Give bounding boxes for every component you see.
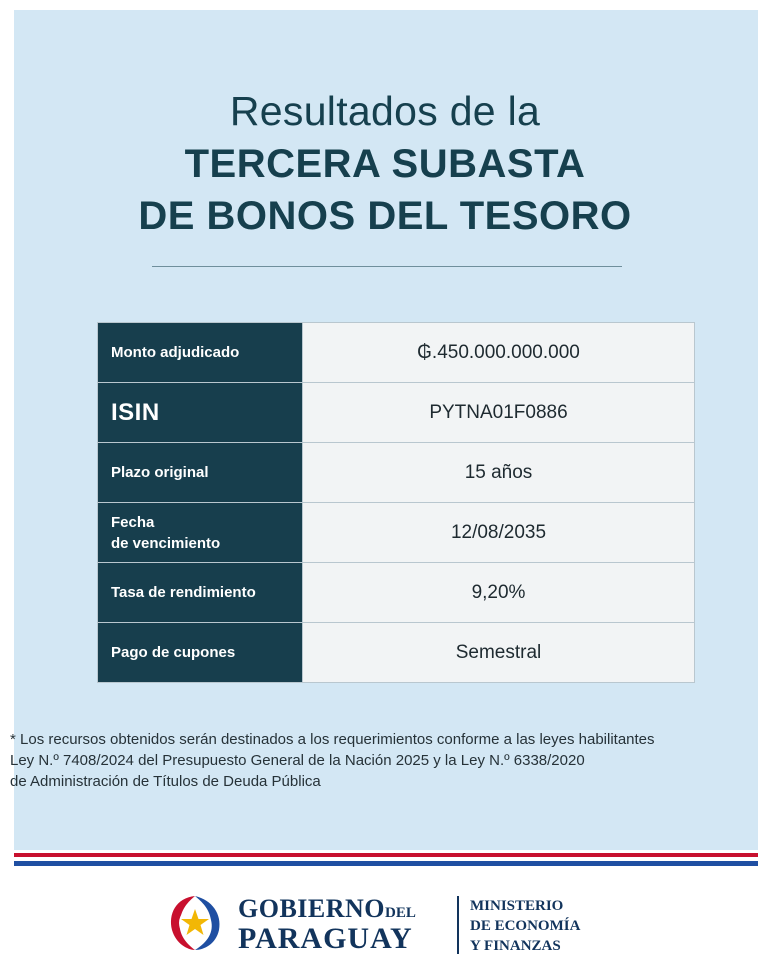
footnote-line1: * Los recursos obtenidos serán destinados a los requerimientos conforme a las leyes habilitantes <box>10 731 655 748</box>
title-main-line2: DE BONOS DEL TESORO <box>138 194 632 238</box>
row-label-cupones: Pago de cupones <box>98 623 303 683</box>
ministry-line2: DE ECONOMÍA <box>470 918 581 934</box>
logo-gobierno <box>238 894 416 924</box>
paraguay-star-seal-icon <box>164 892 226 954</box>
row-label-fecha-line1: Fecha <box>111 513 155 531</box>
government-logo <box>164 892 614 958</box>
ministry-line3: Y FINANZAS <box>470 938 561 954</box>
logo-del-word: DEL <box>385 905 416 921</box>
row-label-tasa: Tasa de rendimiento <box>98 563 303 623</box>
row-value-isin: PYTNA01F0886 <box>303 383 695 443</box>
row-label-isin: ISIN <box>98 383 303 443</box>
logo-paraguay: PARAGUAY <box>238 922 413 955</box>
row-label-monto: Monto adjudicado <box>98 323 303 383</box>
row-value-plazo: 15 años <box>303 443 695 503</box>
title-intro: Resultados de la <box>229 88 541 134</box>
logo-separator <box>457 896 459 954</box>
row-label-fecha-line2: de vencimiento <box>111 534 221 552</box>
footnote <box>10 729 760 792</box>
row-value-fecha: 12/08/2035 <box>303 503 695 563</box>
row-value-tasa: 9,20% <box>303 563 695 623</box>
title-divider <box>152 266 622 267</box>
logo-ministry <box>470 896 580 956</box>
ministry-line1: MINISTERIO <box>470 898 564 914</box>
table-row <box>98 323 695 383</box>
flag-stripe-blue <box>14 861 758 866</box>
footnote-line2: Ley N.º 7408/2024 del Presupuesto General de la Nación 2025 y la Ley N.º 6338/2020 <box>10 752 585 769</box>
table-row <box>98 563 695 623</box>
table-row <box>98 383 695 443</box>
table-row <box>98 503 695 563</box>
results-table <box>97 322 695 683</box>
logo-gobierno-word: GOBIERNO <box>238 894 386 923</box>
row-value-monto: ₲.450.000.000.000 <box>303 323 695 383</box>
footnote-line3: de Administración de Títulos de Deuda Pública <box>10 773 321 790</box>
row-value-cupones: Semestral <box>303 623 695 683</box>
table-row <box>98 443 695 503</box>
title-main-line1: TERCERA SUBASTA <box>184 142 586 186</box>
row-label-plazo: Plazo original <box>98 443 303 503</box>
table-row <box>98 623 695 683</box>
row-label-fecha <box>98 503 303 563</box>
